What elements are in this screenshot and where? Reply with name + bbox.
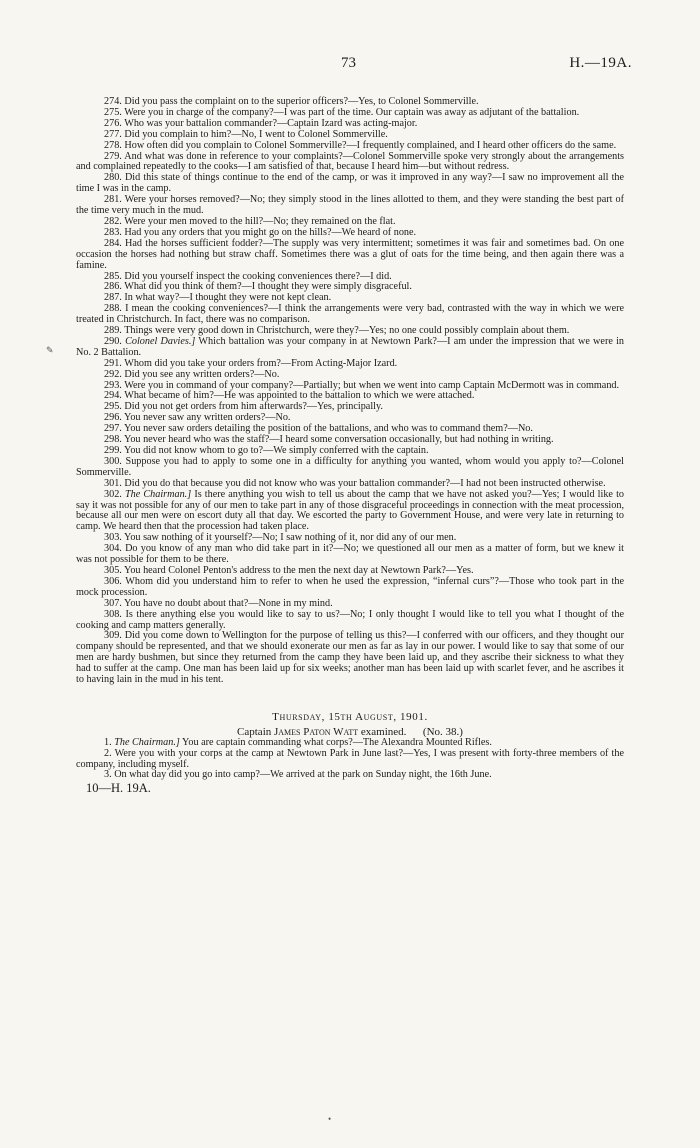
question-text: I mean the cooking conveniences?—I think the arrangements were very bad, contrasted with the way in which we were treated in Christchurch. In fact, there was no comparison. — [76, 303, 625, 326]
question-text: On what day did you go into camp?—We arrived at the park on Sunday night, the 16th June. — [114, 769, 492, 781]
question-paragraph — [76, 631, 624, 686]
question-number: 276. — [104, 117, 122, 129]
question-number: 282. — [104, 215, 122, 227]
question-paragraph — [76, 577, 624, 599]
question-number: 285. — [104, 270, 122, 282]
question-text: In what way?—I thought they were not kept clean. — [124, 292, 332, 304]
question-text: Did you pass the complaint on to the superior officers?—Yes, to Colonel Sommerville. — [124, 96, 479, 107]
question-text: Did you yourself inspect the cooking conveniences there?—I did. — [124, 270, 392, 282]
question-text: Which battalion was your company in at Newtown Park?—I am under the impression that we were in No. 2 Battalion. — [76, 335, 625, 358]
question-number: 275. — [104, 106, 122, 118]
session-date: Thursday, 15th August, 1901. — [272, 710, 428, 723]
question-paragraph — [76, 770, 624, 781]
question-number: 292. — [104, 368, 122, 380]
question-text: What did you think of them?—I thought they were simply disgraceful. — [124, 281, 412, 293]
question-text: Do you know of any man who did take part in it?—No; we questioned all our men as a matter of form, but we knew it was not possible for them to be there. — [76, 543, 625, 566]
question-number: 307. — [104, 597, 122, 609]
question-text: Were your horses removed?—No; they simply stood in the lines allotted to them, and they were standing the best part of the time very much in the mud. — [76, 194, 624, 217]
question-number: 300. — [104, 455, 122, 467]
witness-rank: Captain — [237, 725, 272, 738]
question-text: Were you in command of your company?—Partially; but when we went into camp Captain McDermott was in command. — [124, 379, 620, 391]
question-text: What became of him?—He was appointed to the battalion to which we were attached. — [124, 390, 475, 402]
question-number: 303. — [104, 532, 122, 544]
question-text: Were you in charge of the company?—I was part of the time. Our captain was away as adjutant of the battalion. — [124, 106, 580, 118]
question-text: Did you see any written orders?—No. — [124, 368, 280, 380]
question-number: 286. — [104, 281, 122, 293]
question-number: 1. — [104, 736, 112, 748]
question-paragraph — [76, 239, 624, 272]
question-number: 308. — [104, 608, 122, 620]
question-number: 302. — [104, 488, 122, 500]
speaker-label: Colonel Davies.] — [125, 335, 196, 347]
question-number: 277. — [104, 128, 122, 140]
question-number: 294. — [104, 390, 122, 402]
question-number: 304. — [104, 543, 122, 555]
page-number: 73 — [341, 55, 356, 71]
question-text: Had you any orders that you might go on the hills?—We heard of none. — [124, 226, 417, 238]
question-number: 290. — [104, 335, 122, 347]
question-number: 301. — [104, 477, 122, 489]
speaker-label: The Chairman.] — [124, 488, 192, 500]
question-text: Were your men moved to the hill?—No; they remained on the flat. — [124, 215, 396, 227]
question-number: 298. — [104, 434, 122, 446]
witness-suffix: examined. (No. 38.) — [360, 725, 463, 738]
page-header — [0, 55, 700, 75]
question-paragraph — [76, 337, 624, 359]
question-number: 305. — [104, 564, 122, 576]
question-number: 296. — [104, 412, 122, 424]
question-paragraph — [76, 304, 624, 326]
question-text: Did you not get orders from him afterwards?—Yes, principally. — [124, 401, 383, 413]
question-text: You heard Colonel Penton's address to the men the next day at Newtown Park?—Yes. — [124, 564, 474, 576]
question-number: 295. — [104, 401, 122, 413]
question-number: 297. — [104, 423, 122, 435]
question-paragraph — [76, 490, 624, 534]
question-number: 2. — [104, 747, 112, 759]
question-text: And what was done in reference to your complaints?—Colonel Sommerville spoke very strongly about the arrangements and complained repeatedly to the cooks—I am satisfied of that, because I heard him—but without redress. — [76, 150, 625, 173]
question-text: Is there anything else you would like to say to us?—No; I only thought I would like to tell you what I thought of the cooking and camp matters generally. — [76, 608, 624, 631]
question-text: You never saw orders detailing the position of the battalions, and who was to command them?—No. — [124, 423, 533, 435]
signature-code: 10—H. 19A. — [86, 781, 151, 796]
question-text: You did not know whom to go to?—We simply conferred with the captain. — [124, 445, 429, 456]
question-text: You saw nothing of it yourself?—No; I saw nothing of it, nor did any of our men. — [124, 532, 457, 544]
question-number: 283. — [104, 226, 122, 238]
question-number: 306. — [104, 575, 122, 587]
question-number: 293. — [104, 379, 122, 391]
question-text: You never heard who was the staff?—I heard some conversation occasionally, but had nothing in writing. — [124, 434, 554, 446]
question-text: Did you come down to Wellington for the purpose of telling us this?—I conferred with our officers, and they thought our company should be represented, and that we should exonerate our men as far as lay in our power. I would like to say that some of our men are hardy bushmen, but since they returned from the camp they have been laid up, and they ascribe their sickness to what they had to suffer at the camp. One man has been laid up for six weeks; another man has been laid up with scarlet fever, and he ascribes it to having lain in the mud in his tent. — [76, 630, 625, 686]
question-number: 291. — [104, 357, 122, 369]
question-text: Did this state of things continue to the end of the camp, or was it improved in any way?—I saw no improvement all the time I was in the camp. — [76, 172, 625, 195]
question-number: 278. — [104, 139, 122, 151]
question-paragraph — [76, 173, 624, 195]
question-text: You never saw any written orders?—No. — [124, 412, 291, 424]
question-text: Did you do that because you did not know who was your battalion commander?—I had not been instructed otherwise. — [124, 477, 606, 489]
question-text: You are captain commanding what corps?—The Alexandra Mounted Rifles. — [182, 736, 492, 748]
question-number: 289. — [104, 325, 122, 337]
question-number: 284. — [104, 237, 122, 249]
question-number: 288. — [104, 303, 122, 315]
question-text: Who was your battalion commander?—Captain Izard was acting-major. — [124, 117, 418, 129]
question-paragraph — [76, 749, 624, 771]
question-text: How often did you complain to Colonel Sommerville?—I frequently complained, and I heard other officers do the same. — [124, 139, 617, 151]
question-number: 299. — [104, 445, 122, 456]
question-list — [76, 97, 624, 686]
question-paragraph — [76, 152, 624, 174]
question-text: Is there anything you wish to tell us about the camp that we have not asked you?—Yes; I would like to say it was not possible for any of our men to take part in any of those disgraceful proceedings in connection with the meat procession, because all our men were on escort duty all that day. We escorted the party to Government House, and were very late in returning to camp. We heard then that the procession had taken place. — [76, 488, 624, 533]
question-text: Were you with your corps at the camp at Newtown Park in June last?—Yes, I was present with forty-three members of the company, including myself. — [76, 747, 624, 770]
question-text: Things were very good down in Christchurch, were they?—Yes; no one could possibly complain about them. — [124, 325, 570, 337]
bottom-dot-mark: • — [328, 1114, 332, 1124]
question-text: Suppose you had to apply to some one in a difficulty for anything you wanted, whom would you apply to?—Colonel Sommerville. — [76, 455, 625, 478]
margin-pencil-mark: ✎ — [46, 345, 54, 355]
question-text: Did you complain to him?—No, I went to Colonel Sommerville. — [124, 128, 388, 140]
question-number: 281. — [104, 194, 122, 206]
document-code: H.—19A. — [569, 55, 632, 71]
question-paragraph — [76, 457, 624, 479]
question-number: 280. — [104, 172, 122, 184]
question-number: 287. — [104, 292, 122, 304]
question-text: Had the horses sufficient fodder?—The supply was very intermittent; sometimes it was fair and sometimes bad. On one occasion the horses had nothing but straw chaff. Sometimes there was a glut of oats for the time being, and then again there was a famine. — [76, 237, 625, 271]
evidence-body — [76, 97, 624, 794]
question-paragraph — [76, 195, 624, 217]
question-paragraph — [76, 610, 624, 632]
question-paragraph — [76, 544, 624, 566]
question-text: Whom did you take your orders from?—From Acting-Major Izard. — [124, 357, 398, 369]
question-number: 274. — [104, 96, 122, 107]
question-number: 3. — [104, 769, 112, 781]
question-text: You have no doubt about that?—None in my mind. — [124, 597, 333, 609]
question-list-2 — [76, 738, 624, 782]
question-number: 309. — [104, 630, 122, 642]
question-text: Whom did you understand him to refer to when he used the expression, “infernal curs”?—Those who took part in the mock procession. — [76, 575, 624, 598]
speaker-label: The Chairman.] — [114, 736, 180, 748]
question-number: 279. — [104, 150, 122, 162]
witness-name: James Paton Watt — [274, 725, 359, 738]
